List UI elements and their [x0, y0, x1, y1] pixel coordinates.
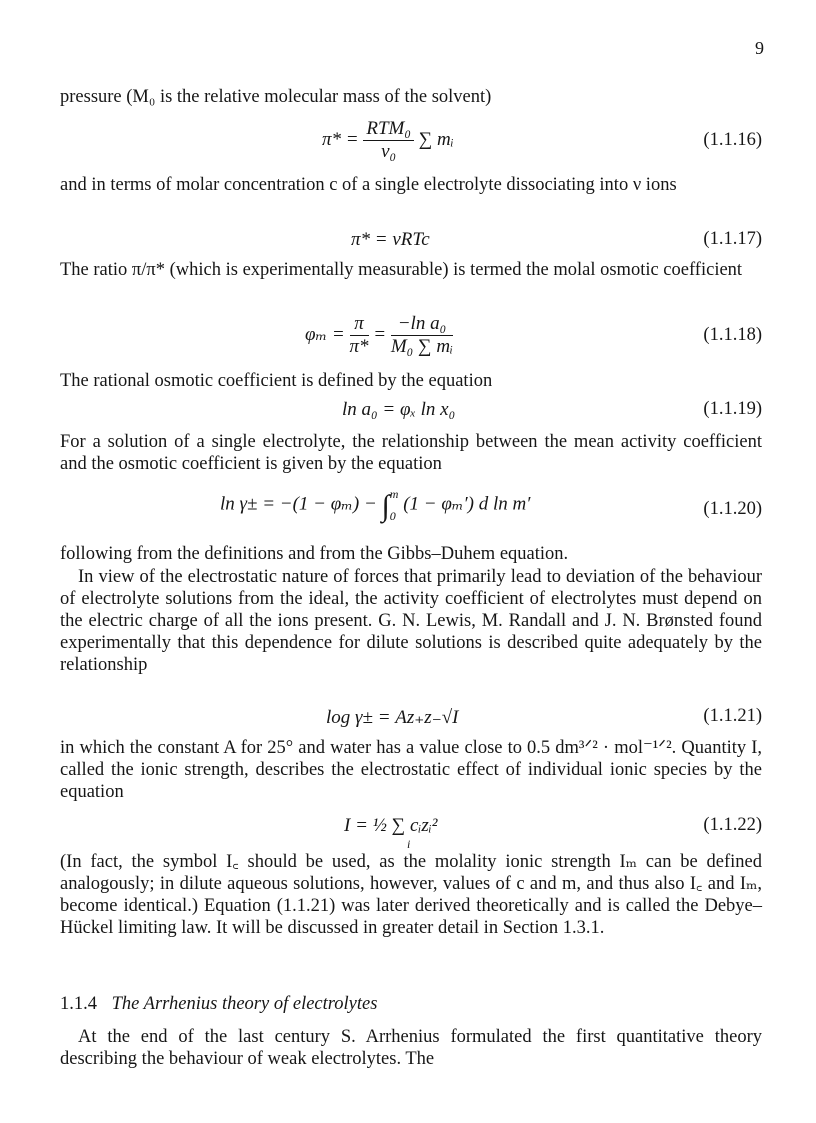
paragraph-2: and in terms of molar concentration c of a single electrolyte dissociating into ν ions: [60, 175, 677, 195]
equation-number: (1.1.21): [703, 706, 762, 726]
equation-number: (1.1.20): [703, 499, 762, 519]
paragraph-9: (In fact, the symbol I꜀ should be used, as the molality ionic strength Iₘ can be defined analogously; in dilute aqueous solutions, however, values of c and m, and thus also I꜀ and Iₘ, become identical.) Equation (1.1.21) was later derived theoretically and is called the Debye–Hückel limiting law. It will be discussed in greater detail in Section 1.3.1.: [60, 852, 762, 938]
integral-sign: ∫: [381, 489, 390, 523]
equation-number: (1.1.18): [703, 325, 762, 345]
paragraph-4: The rational osmotic coefficient is defined by the equation: [60, 371, 493, 391]
equation-body: π* = νRTc: [351, 229, 430, 250]
section-number: 1.1.4: [60, 994, 97, 1014]
equation-1-1-18: [60, 313, 762, 357]
integral-upper-limit: m: [389, 487, 399, 501]
fraction-1: [350, 313, 369, 358]
equation-body: log γ± = Az₊z₋√I: [326, 707, 459, 728]
paragraph-8: in which the constant A for 25° and water has a value close to 0.5 dm³ᐟ² · mol⁻¹ᐟ². Quantity I, called the ionic strength, describes the electrostatic effect of individual ionic species by the equation: [60, 738, 762, 802]
fraction: [363, 118, 414, 163]
equation-1-1-20: [60, 485, 762, 525]
page-number: 9: [755, 38, 764, 58]
fraction-numerator: −ln a₀: [391, 313, 453, 336]
eq-lhs: φₘ =: [305, 323, 345, 345]
equation-body: [322, 118, 454, 163]
paragraph-3: The ratio π/π* (which is experimentally measurable) is termed the molal osmotic coefficient: [60, 260, 743, 280]
fraction-numerator: RTM₀: [363, 118, 414, 141]
section-heading: [60, 994, 762, 1015]
equation-body: [220, 487, 530, 523]
equation-number: (1.1.17): [703, 229, 762, 249]
eq-equals: =: [373, 323, 387, 345]
equation-number: (1.1.16): [703, 130, 762, 150]
paragraph-5: For a solution of a single electrolyte, the relationship between the mean activity coefficient and the osmotic coefficient is given by the equation: [60, 432, 762, 474]
section-title: The Arrhenius theory of electrolytes: [111, 994, 378, 1014]
paragraph-1: pressure (M₀ is the relative molecular mass of the solvent): [60, 87, 492, 107]
eq-lhs: ln γ± = −(1 − φₘ) −: [220, 493, 377, 515]
fraction-denominator: v₀: [381, 141, 397, 162]
equation-body: ln a₀ = φₓ ln x₀: [342, 399, 456, 420]
paragraph-10: At the end of the last century S. Arrhenius formulated the first quantitative theory describing the behaviour of weak electrolytes. The: [60, 1027, 762, 1069]
integral-lower-limit: 0: [389, 509, 396, 523]
sum-index: i: [407, 837, 411, 851]
paragraph-7: In view of the electrostatic nature of forces that primarily lead to deviation of the behaviour of electrolyte solutions from the ideal, the activity coefficient of electrolytes must depend on the electric charge of all the ions present. G. N. Lewis, M. Randall and J. N. Brønsted found experimentally that this dependence for dilute solutions is described quite adequately by the relationship: [60, 567, 762, 675]
fraction-numerator: π: [350, 313, 369, 336]
integral-limits: [390, 487, 399, 523]
equation-number: (1.1.19): [703, 399, 762, 419]
fraction-2: [391, 313, 453, 358]
equation-number: (1.1.22): [703, 815, 762, 835]
fraction-denominator: M₀ ∑ mᵢ: [390, 336, 454, 357]
eq-lhs: π* =: [322, 128, 359, 150]
eq-rhs: ∑ mᵢ: [418, 128, 454, 150]
paragraph-6: following from the definitions and from the Gibbs–Duhem equation.: [60, 544, 569, 564]
equation-1-1-22: [60, 815, 762, 855]
equation-body: I = ½ ∑ cᵢzᵢ²: [344, 815, 438, 836]
equation-1-1-16: [60, 118, 762, 162]
fraction-denominator: π*: [349, 336, 369, 357]
integrand: (1 − φₘ′) d ln m′: [403, 493, 531, 515]
equation-body: [305, 313, 453, 358]
